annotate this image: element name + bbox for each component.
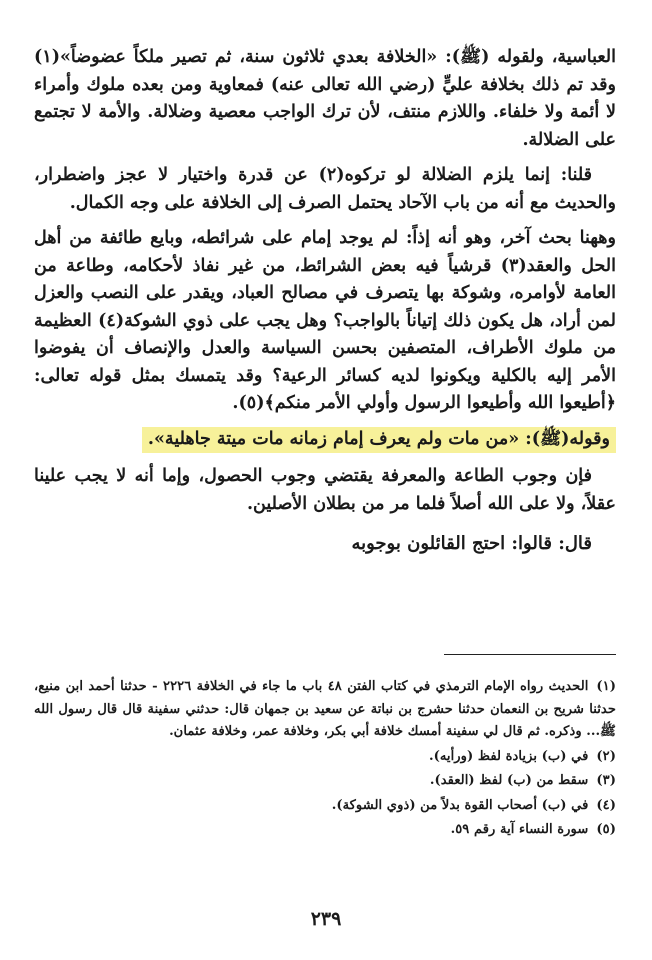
footnote-number: (٢) [596,748,616,764]
footnote-2 [34,746,616,769]
footnote-5 [34,819,616,842]
page-number: ٢٣٩ [310,908,342,930]
paragraph-4: فإن وجوب الطاعة والمعرفة يقتضي وجوب الحصول، وإما أنه لا يجب علينا عقلاً، ولا على الله أصلاً فلما مر من بطلان الأصلين. [34,466,616,514]
main-text [34,44,616,558]
paragraph-1: العباسية، ولقوله (ﷺ): «الخلافة بعدي ثلاثون سنة، ثم تصير ملكاً عضوضاً»(١) وقد تم ذلك بخلافة عليٍّ (رضي الله تعالى عنه) فمعاوية ومن بعده ملوك وأمراء لا أئمة ولا خلفاء. واللازم منتف، لأن ترك الواجب معصية وضلالة. والأمة لا تجتمع على الضلالة. [34,47,616,150]
section-subheading: قال: قالوا: احتج القائلون بوجوبه [351,533,592,554]
footnote-3 [34,770,616,793]
paragraph-2: قلنا: إنما يلزم الضلالة لو تركوه(٢) عن قدرة واختيار لا عجز واضطرار، والحديث مع أنه من باب الآحاد يحتمل الصرف إلى الخلافة على وجه الكمال. [34,165,616,213]
footnote-number: (١) [596,679,616,694]
footnote-text: سورة النساء آية رقم ٥٩. [450,822,589,837]
footnote-text: الحديث رواه الإمام الترمذي في كتاب الفتن ٤٨ باب ما جاء في الخلافة ٢٢٢٦ - حدثنا أحمد ابن منيع، حدثنا شريح بن النعمان حدثنا حشرج بن نباتة عن سعيد بن جمهان قال: حدثني سفينة قال قال رسول الله ﷺ... وذكره. ثم قال لي سفينة أمسك خلافة أبي بكر، وخلافة عمر، وخلافة عثمان. [34,679,616,739]
highlighted-text: وقوله(ﷺ): «من مات ولم يعرف إمام زمانه مات ميتة جاهلية». [142,427,616,453]
footnote-text: في (ب) بزيادة لفظ (ورأيه). [429,748,589,764]
footnotes [34,676,616,844]
highlighted-hadith [34,426,616,454]
footnote-number: (٤) [596,797,616,813]
footnote-text: في (ب) أصحاب القوة بدلاً من (ذوي الشوكة). [331,797,589,813]
footnote-text: سقط من (ب) لفظ (العقد). [429,773,589,788]
footnote-1 [34,676,616,744]
footnote-number: (٥) [596,822,616,837]
footnote-number: (٣) [596,773,616,788]
paragraph-3: وههنا بحث آخر، وهو أنه إذاً: لم يوجد إمام على شرائطه، وبايع طائفة من أهل الحل والعقد(٣) قرشياً فيه بعض الشرائط، من غير نفاذ لأحكامه، وطاعة من العامة لأوامره، وشوكة بها يتصرف في مصالح العباد، ويقدر على النصب والعزل لمن أراد، هل يكون ذلك إتياناً بالواجب؟ وهل يجب على ذوي الشوكة(٤) العظيمة من ملوك الأطراف، المتصفين بحسن السياسة والعدل والإنصاف أن يفوضوا الأمر إليه بالكلية ويكونوا لديه كسائر الرعية؟ وقد يتمسك بمثل قوله تعالى: ﴿أطيعوا الله وأطيعوا الرسول وأولي الأمر منكم﴾(٥). [34,228,616,413]
footnote-divider [444,654,616,655]
footnote-4 [34,795,616,818]
